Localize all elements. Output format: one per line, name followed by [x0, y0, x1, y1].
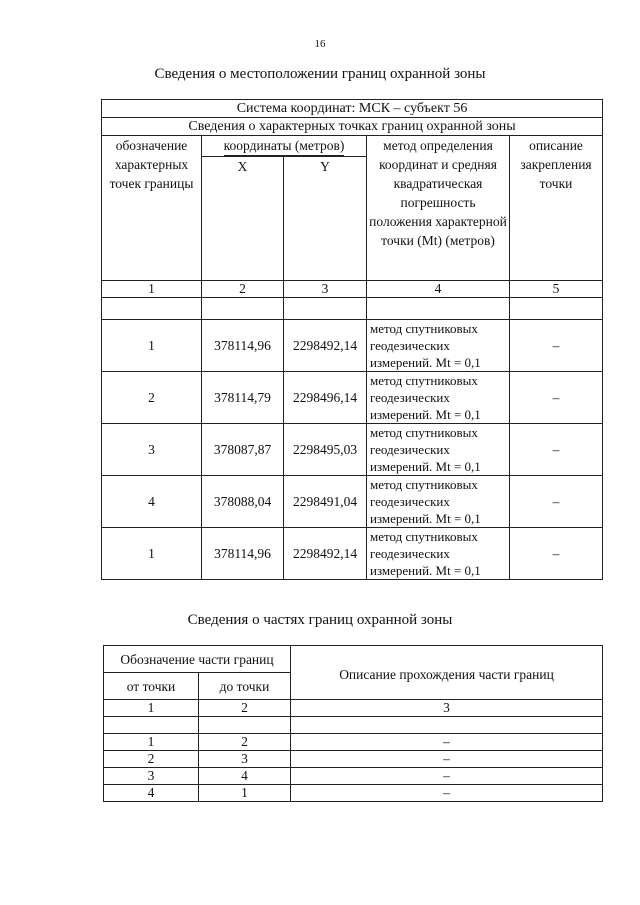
- part-description: –: [291, 751, 603, 768]
- col-coords-label: координаты (метров): [224, 136, 345, 156]
- part-description: –: [291, 734, 603, 751]
- to-point: 4: [199, 768, 291, 785]
- point-id: 1: [102, 528, 202, 580]
- point-id: 2: [102, 372, 202, 424]
- table-row: [102, 424, 603, 476]
- coord-x: 378087,87: [202, 424, 284, 476]
- to-point: 2: [199, 734, 291, 751]
- table-row: [102, 372, 603, 424]
- coord-x: 378088,04: [202, 476, 284, 528]
- point-description: –: [510, 528, 603, 580]
- table-row: [104, 734, 603, 751]
- empty-row: [104, 717, 603, 734]
- col-from-header: от точки: [104, 673, 199, 700]
- col-number: 3: [284, 281, 367, 298]
- empty-row: [102, 298, 603, 320]
- col-number: 5: [510, 281, 603, 298]
- point-description: –: [510, 372, 603, 424]
- table-row: [102, 320, 603, 372]
- point-id: 1: [102, 320, 202, 372]
- coord-x: 378114,79: [202, 372, 284, 424]
- col-number: 1: [102, 281, 202, 298]
- page-number: 16: [314, 38, 326, 50]
- col-number: 3: [291, 700, 603, 717]
- table-row: [104, 785, 603, 802]
- coord-y: 2298496,14: [284, 372, 367, 424]
- coord-y: 2298491,04: [284, 476, 367, 528]
- point-description: –: [510, 320, 603, 372]
- col-number: 2: [202, 281, 284, 298]
- col-to-header: до точки: [199, 673, 291, 700]
- method-cell: метод спутниковых геодезических измерений. Mt = 0,1: [367, 528, 510, 580]
- col-number: 4: [367, 281, 510, 298]
- col-designation-header: обозначение характерных точек границы: [102, 136, 202, 281]
- col-method-header: метод определения координат и средняя квадратическая погрешность положения характерной точки (Mt) (метров): [367, 136, 510, 281]
- boundary-points-table: [101, 99, 603, 580]
- coord-x: 378114,96: [202, 528, 284, 580]
- point-description: –: [510, 476, 603, 528]
- points-info-header: Сведения о характерных точках границ охранной зоны: [102, 118, 603, 136]
- coord-y: 2298495,03: [284, 424, 367, 476]
- coord-system-header: Система координат: МСК – субъект 56: [102, 100, 603, 118]
- table-row: [102, 476, 603, 528]
- part-description: –: [291, 768, 603, 785]
- col-number: 1: [104, 700, 199, 717]
- method-cell: метод спутниковых геодезических измерений. Mt = 0,1: [367, 476, 510, 528]
- col-part-header: Обозначение части границ: [104, 646, 291, 673]
- col-description-header: описание закрепления точки: [510, 136, 603, 281]
- method-cell: метод спутниковых геодезических измерений. Mt = 0,1: [367, 372, 510, 424]
- coord-y: 2298492,14: [284, 528, 367, 580]
- coord-y: 2298492,14: [284, 320, 367, 372]
- section-title-boundary-parts: Сведения о частях границ охранной зоны: [187, 612, 453, 628]
- point-description: –: [510, 424, 603, 476]
- method-cell: метод спутниковых геодезических измерений. Mt = 0,1: [367, 320, 510, 372]
- part-description: –: [291, 785, 603, 802]
- method-cell: метод спутниковых геодезических измерений. Mt = 0,1: [367, 424, 510, 476]
- col-part-description-header: Описание прохождения части границ: [291, 646, 603, 700]
- section-title-boundaries: Сведения о местоположении границ охранной зоны: [154, 66, 486, 82]
- to-point: 1: [199, 785, 291, 802]
- from-point: 3: [104, 768, 199, 785]
- to-point: 3: [199, 751, 291, 768]
- col-x-header: X: [202, 157, 284, 281]
- col-number: 2: [199, 700, 291, 717]
- boundary-parts-table: [103, 645, 603, 802]
- coord-x: 378114,96: [202, 320, 284, 372]
- point-id: 3: [102, 424, 202, 476]
- col-y-header: Y: [284, 157, 367, 281]
- col-coords-header: [202, 136, 367, 157]
- table-row: [104, 768, 603, 785]
- from-point: 4: [104, 785, 199, 802]
- table-row: [102, 528, 603, 580]
- from-point: 1: [104, 734, 199, 751]
- table-row: [104, 751, 603, 768]
- point-id: 4: [102, 476, 202, 528]
- from-point: 2: [104, 751, 199, 768]
